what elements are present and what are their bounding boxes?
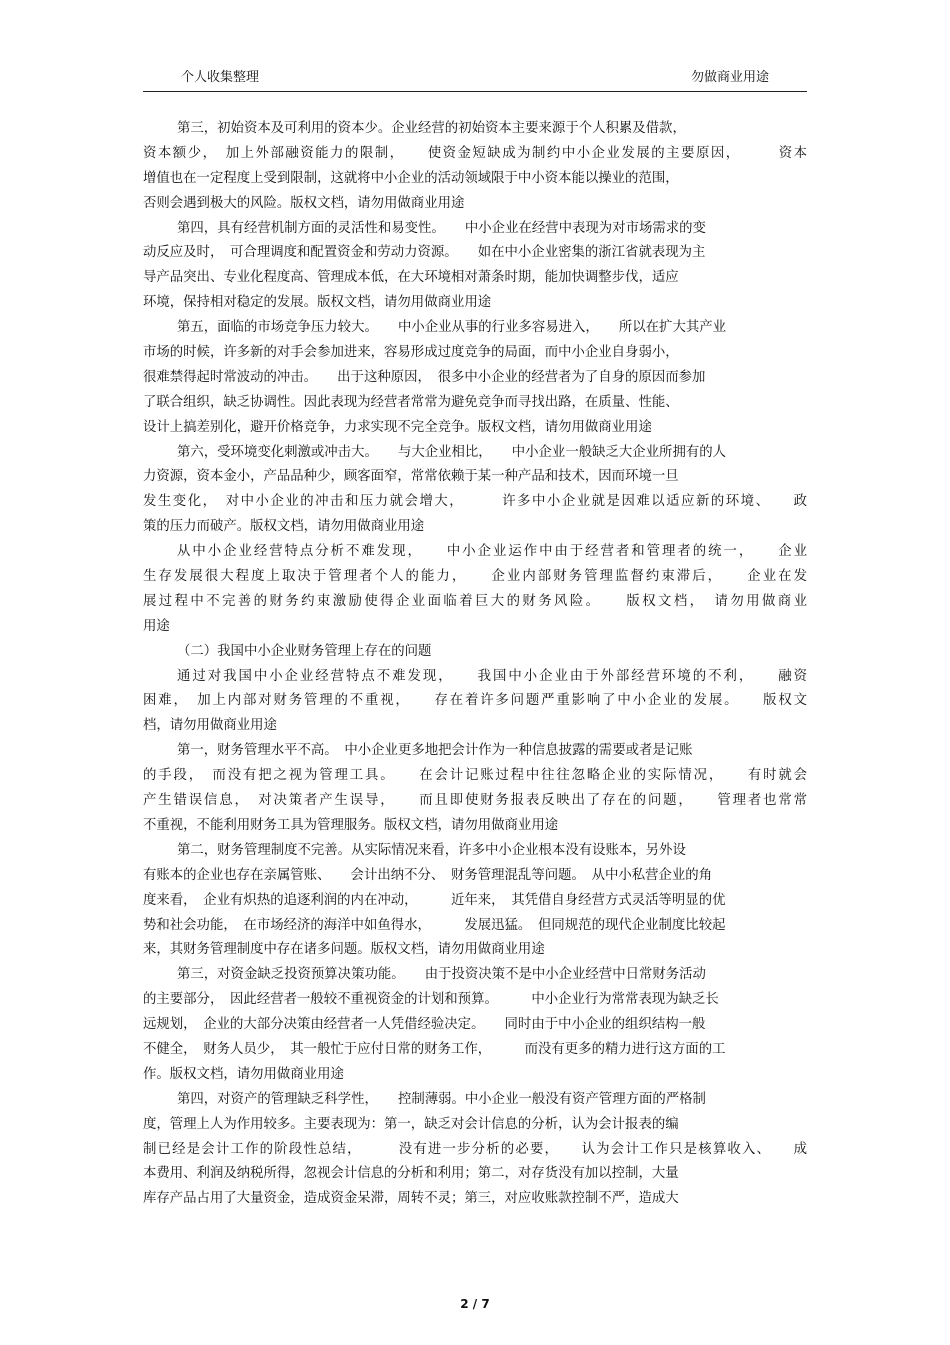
text-line: 用途 bbox=[143, 618, 170, 634]
text-line: 市场的时候，许多新的对手会参加进来，容易形成过度竞争的局面，而中小企业自身弱小， bbox=[143, 345, 679, 361]
text-line: 生存发展很大程度上取决于管理者个人的能力， 企业内部财务管理监督约束滞后， 企业在发 bbox=[143, 569, 807, 585]
text-line: 力资源，资本金小，产品品种少，顾客面窄，常常依赖于某一种产品和技术，因而环境一旦 bbox=[143, 469, 679, 485]
page-header bbox=[143, 66, 807, 90]
text-line: 从中小企业经营特点分析不难发现， 中小企业运作中由于经营者和管理者的统一， 企业 bbox=[177, 544, 807, 560]
text-line: 的主要部分， 因此经营者一般较不重视资金的计划和预算。 中小企业行为常常表现为缺乏长 bbox=[143, 992, 719, 1008]
text-line: 很难禁得起时常波动的冲击。 出于这种原因， 很多中小企业的经营者为了自身的原因而参加 bbox=[143, 369, 706, 385]
document-body bbox=[143, 117, 807, 1212]
text-line: 动反应及时， 可合理调度和配置资金和劳动力资源。 如在中小企业密集的浙江省就表现为主 bbox=[143, 245, 706, 261]
text-line: 第一，财务管理水平不高。 中小企业更多地把会计作为一种信息披露的需要或者是记账 bbox=[177, 743, 693, 759]
text-line: 不重视，不能利用财务工具为管理服务。版权文档，请勿用做商业用途 bbox=[143, 817, 559, 833]
text-line: 导产品突出、专业化程度高、管理成本低，在大环境相对萧条时期，能加快调整步伐，适应 bbox=[143, 270, 679, 286]
header-left-text: 个人收集整理 bbox=[181, 70, 260, 85]
text-line: 第五，面临的市场竞争压力较大。 中小企业从事的行业多容易进入， 所以在扩大其产业 bbox=[177, 320, 727, 336]
text-line: 本费用、利润及纳税所得，忽视会计信息的分析和利用；第二，对存货没有加以控制，大量 bbox=[143, 1166, 679, 1182]
text-line: 的手段， 而没有把之视为管理工具。 在会计记账过程中往往忽略企业的实际情况， 有时就会 bbox=[143, 768, 807, 784]
text-line: 档，请勿用做商业用途 bbox=[143, 718, 277, 734]
text-line: 制已经是会计工作的阶段性总结， 没有进一步分析的必要， 认为会计工作只是核算收入、 成 bbox=[143, 1141, 807, 1157]
text-line: 通过对我国中小企业经营特点不难发现， 我国中小企业由于外部经营环境的不利， 融资 bbox=[177, 668, 807, 684]
text-line: 第三，对资金缺乏投资预算决策功能。 由于投资决策不是中小企业经营中日常财务活动 bbox=[177, 967, 706, 983]
text-line: 环境，保持相对稳定的发展。版权文档，请勿用做商业用途 bbox=[143, 295, 492, 311]
text-line: 了联合组织，缺乏协调性。因此表现为经营者常常为避免竞争而寻找出路，在质量、性能、 bbox=[143, 394, 679, 410]
text-line: 不健全， 财务人员少， 其一般忙于应付日常的财务工作， 而没有更多的精力进行这方面的工 bbox=[143, 1041, 726, 1057]
text-line: 第四，对资产的管理缺乏科学性， 控制薄弱。中小企业一般没有资产管理方面的严格制 bbox=[177, 1091, 706, 1107]
text-line: 有账本的企业也存在亲属管账、 会计出纳不分、 财务管理混乱等问题。 从中小私营企业的角 bbox=[143, 867, 713, 883]
text-line: 增值也在一定程度上受到限制，这就将中小企业的活动领域限于中小资本能以操业的范围， bbox=[143, 170, 679, 186]
text-line: 资本额少， 加上外部融资能力的限制， 使资金短缺成为制约中小企业发展的主要原因， 资本 bbox=[143, 145, 807, 161]
text-line: 度，管理上人为作用较多。主要表现为：第一，缺乏对会计信息的分析，认为会计报表的编 bbox=[143, 1116, 679, 1132]
text-line: 度来看， 企业有炽热的追逐利润的内在冲动， 近年来， 其凭借自身经营方式灵活等明显的优 bbox=[143, 892, 726, 908]
text-line: 第二，财务管理制度不完善。从实际情况来看，许多中小企业根本没有设账本，另外设 bbox=[177, 842, 686, 858]
text-line: 第四，具有经营机制方面的灵活性和易变性。 中小企业在经营中表现为对市场需求的变 bbox=[177, 220, 706, 236]
text-line: 展过程中不完善的财务约束激励使得企业面临着巨大的财务风险。 版权文档， 请勿用做商业 bbox=[143, 593, 807, 609]
text-line: 设计上搞差别化，避开价格竞争，力求实现不完全竞争。版权文档，请勿用做商业用途 bbox=[143, 419, 652, 435]
header-right-text: 勿做商业用途 bbox=[690, 70, 769, 85]
text-line: 作。版权文档，请勿用做商业用途 bbox=[143, 1066, 344, 1082]
text-line: 第六，受环境变化刺激或冲击大。 与大企业相比， 中小企业一般缺乏大企业所拥有的人 bbox=[177, 444, 727, 460]
text-line: 否则会遇到极大的风险。版权文档，请勿用做商业用途 bbox=[143, 195, 465, 211]
page-number: 2 / 7 bbox=[460, 1297, 490, 1311]
text-line: 库存产品占用了大量资金，造成资金呆滞，周转不灵；第三，对应收账款控制不严，造成大 bbox=[143, 1191, 679, 1207]
header-divider bbox=[143, 91, 807, 92]
text-line: 来，其财务管理制度中存在诸多问题。版权文档，请勿用做商业用途 bbox=[143, 942, 545, 958]
text-line: 第三，初始资本及可利用的资本少。企业经营的初始资本主要来源于个人积累及借款， bbox=[177, 121, 686, 136]
text-line: （二）我国中小企业财务管理上存在的问题 bbox=[177, 643, 432, 659]
text-line: 困难， 加上内部对财务管理的不重视， 存在着许多问题严重影响了中小企业的发展。 版权文 bbox=[143, 693, 807, 709]
text-line: 发生变化， 对中小企业的冲击和压力就会增大， 许多中小企业就是因难以适应新的环境、 政 bbox=[143, 494, 807, 510]
text-line: 势和社会功能， 在市场经济的海洋中如鱼得水， 发展迅猛。 但同规范的现代企业制度比较起 bbox=[143, 917, 726, 933]
text-line: 产生错误信息， 对决策者产生误导， 而且即使财务报表反映出了存在的问题， 管理者也常常 bbox=[143, 793, 807, 809]
text-line: 远规划， 企业的大部分决策由经营者一人凭借经验决定。 同时由于中小企业的组织结构一般 bbox=[143, 1017, 706, 1033]
text-line: 策的压力而破产。版权文档，请勿用做商业用途 bbox=[143, 519, 425, 535]
